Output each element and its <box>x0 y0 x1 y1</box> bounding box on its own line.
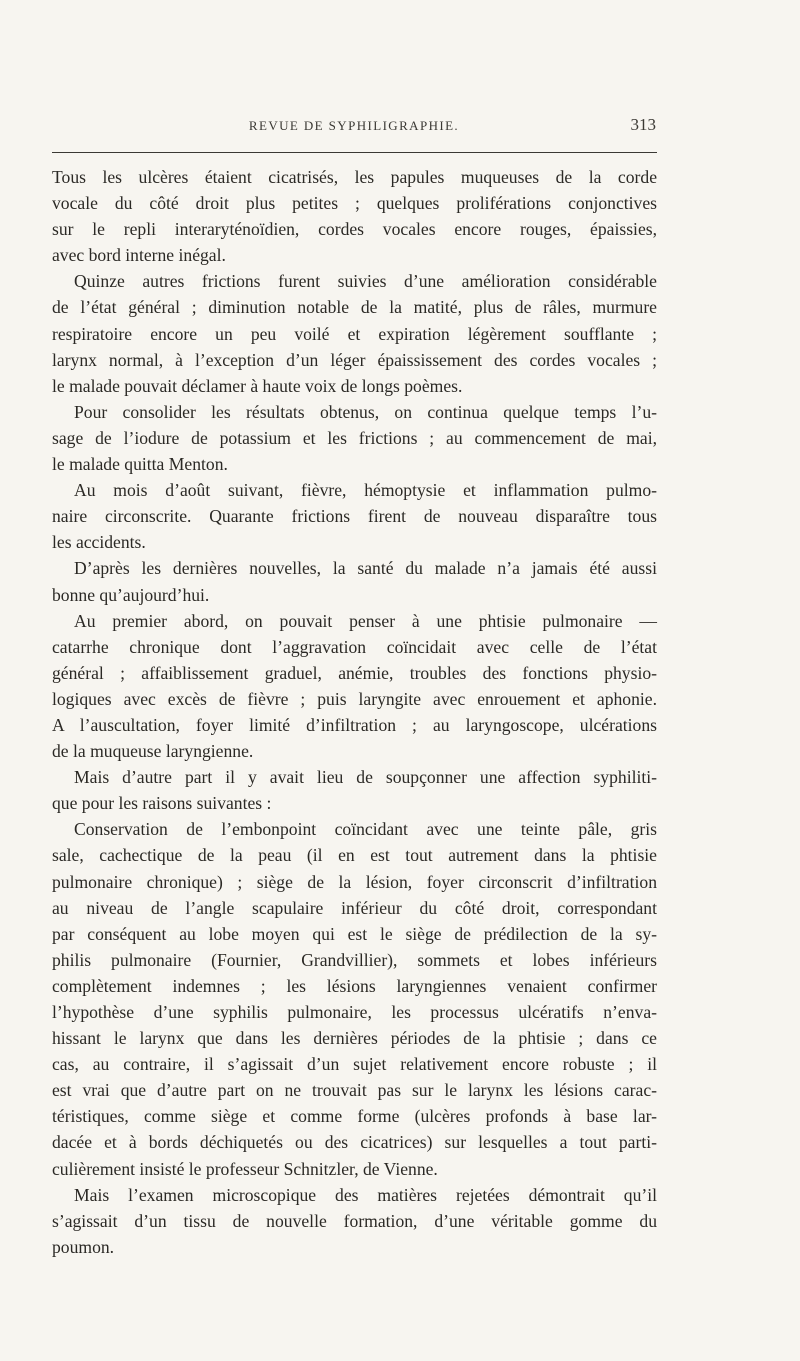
text-line: avec bord interne inégal. <box>52 245 226 266</box>
header-rule <box>52 152 657 153</box>
text-line: catarrhe chronique dont l’aggravation coïncidait avec celle de l’état <box>52 636 657 657</box>
text-line: A l’auscultation, foyer limité d’infiltration ; au laryngoscope, ulcérations <box>52 714 657 735</box>
text-line: par conséquent au lobe moyen qui est le siège de prédilection de la sy- <box>52 923 657 944</box>
text-line: D’après les dernières nouvelles, la santé du malade n’a jamais été aussi <box>74 558 657 579</box>
text-line: Au mois d’août suivant, fièvre, hémoptysie et inflammation pulmo- <box>74 480 657 501</box>
text-line: s’agissait d’un tissu de nouvelle formation, d’une véritable gomme du <box>52 1210 657 1231</box>
body-text <box>52 164 657 1260</box>
text-line: culièrement insisté le professeur Schnitzler, de Vienne. <box>52 1158 438 1179</box>
text-line: les accidents. <box>52 532 146 553</box>
text-line: de l’état général ; diminution notable de la matité, plus de râles, murmure <box>52 297 657 318</box>
text-line: le malade pouvait déclamer à haute voix de longs poèmes. <box>52 375 463 396</box>
text-line: sur le repli interaryténoïdien, cordes vocales encore rouges, épaissies, <box>52 219 657 240</box>
text-line: hissant le larynx que dans les dernières périodes de la phtisie ; dans ce <box>52 1028 657 1049</box>
text-line: logiques avec excès de fièvre ; puis laryngite avec enrouement et aphonie. <box>52 688 657 709</box>
text-line: cas, au contraire, il s’agissait d’un sujet relativement encore robuste ; il <box>52 1054 657 1075</box>
text-line: sage de l’iodure de potassium et les frictions ; au commencement de mai, <box>52 427 657 448</box>
text-line: poumon. <box>52 1236 115 1257</box>
text-line: complètement indemnes ; les lésions laryngiennes venaient confirmer <box>52 975 657 996</box>
text-line: l’hypothèse d’une syphilis pulmonaire, les processus ulcératifs n’enva- <box>52 1002 657 1022</box>
text-line: de la muqueuse laryngienne. <box>52 741 254 762</box>
text-line: pulmonaire chronique) ; siège de la lésion, foyer circonscrit d’infiltration <box>52 871 657 892</box>
text-line: Au premier abord, on pouvait penser à une phtisie pulmonaire — <box>74 610 657 631</box>
text-line: philis pulmonaire (Fournier, Grandvillier), sommets et lobes inférieurs <box>52 949 657 970</box>
text-line: Mais l’examen microscopique des matières rejetées démontrait qu’il <box>74 1184 657 1205</box>
text-line: Conservation de l’embonpoint coïncidant avec une teinte pâle, gris <box>74 819 657 840</box>
text-line: Tous les ulcères étaient cicatrisés, les papules muqueuses de la corde <box>52 167 657 187</box>
text-line: larynx normal, à l’exception d’un léger épaississement des cordes vocales ; <box>52 349 657 370</box>
text-line: est vrai que d’autre part on ne trouvait pas sur le larynx les lésions carac- <box>52 1080 657 1101</box>
text-line: téristiques, comme siège et comme forme (ulcères profonds à base lar- <box>52 1106 657 1127</box>
text-line: naire circonscrite. Quarante frictions firent de nouveau disparaître tous <box>52 506 657 527</box>
text-line: au niveau de l’angle scapulaire inférieur du côté droit, correspondant <box>52 897 657 918</box>
text-line: dacée et à bords déchiquetés ou des cicatrices) sur lesquelles a tout parti- <box>52 1132 657 1153</box>
text-line: Pour consolider les résultats obtenus, on continua quelque temps l’u- <box>74 401 657 422</box>
running-title: REVUE DE SYPHILIGRAPHIE. <box>248 118 460 133</box>
text-line: sale, cachectique de la peau (il en est tout autrement dans la phtisie <box>52 845 657 866</box>
running-head <box>52 115 656 142</box>
text-line: général ; affaiblissement graduel, anémie, troubles des fonctions physio- <box>52 662 657 683</box>
text-line: Quinze autres frictions furent suivies d’une amélioration considérable <box>74 271 657 292</box>
text-line: vocale du côté droit plus petites ; quelques proliférations conjonctives <box>52 193 657 214</box>
text-line: respiratoire encore un peu voilé et expiration légèrement soufflante ; <box>52 323 657 344</box>
text-line: bonne qu’aujourd’hui. <box>52 584 210 605</box>
page-number: 313 <box>630 115 656 134</box>
text-line: Mais d’autre part il y avait lieu de soupçonner une affection syphiliti- <box>74 767 657 788</box>
text-line: que pour les raisons suivantes : <box>52 793 272 814</box>
text-line: le malade quitta Menton. <box>52 454 228 475</box>
